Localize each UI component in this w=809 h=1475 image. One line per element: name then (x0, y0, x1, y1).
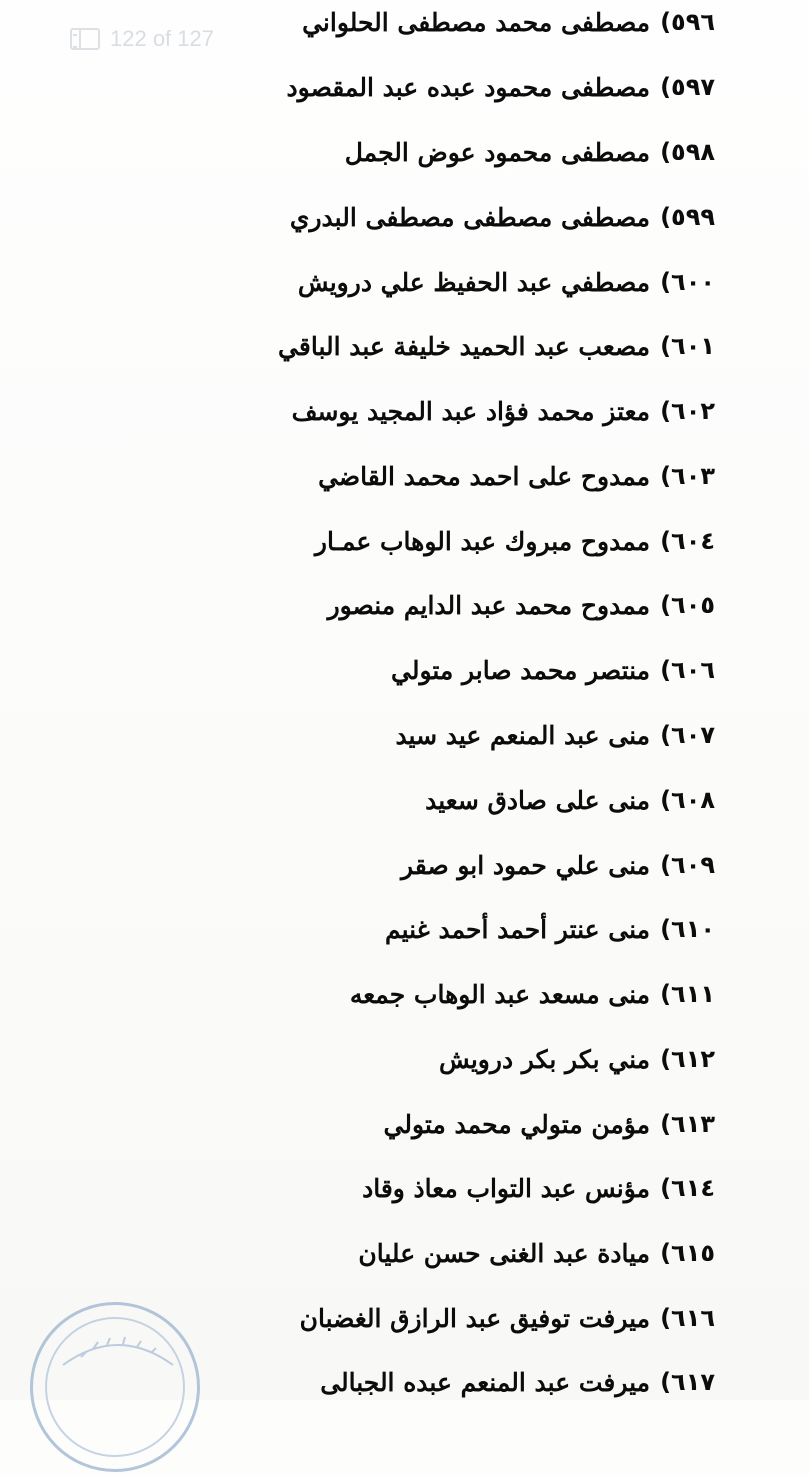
entry-number: ٦١٦) (660, 1304, 715, 1332)
entry-name: ميرفت عبد المنعم عبده الجبالى (320, 1367, 651, 1397)
entry-name: منى عنتر أحمد أحمد غنيم (384, 914, 651, 944)
entry-name: مصطفي عبد الحفيظ علي درويش (297, 267, 651, 297)
entry-name: منى علي حمود ابو صقر (401, 850, 651, 880)
entry-number: ٥٩٨) (660, 138, 715, 166)
entry-name: منى مسعد عبد الوهاب جمعه (349, 979, 651, 1009)
entry-number: ٦١٤) (660, 1174, 715, 1202)
list-item (439, 1039, 715, 1079)
entry-name: ميرفت توفيق عبد الرازق الغضبان (299, 1303, 651, 1333)
list-item (362, 1168, 715, 1208)
entry-number: ٦٠٠) (660, 268, 715, 296)
entry-name: منى عبد المنعم عيد سيد (395, 720, 651, 750)
list-item (385, 909, 715, 949)
list-item (320, 1362, 715, 1402)
entry-name: مصعب عبد الحميد خليفة عبد الباقي (278, 331, 651, 361)
entry-number: ٦١٢) (660, 1045, 715, 1073)
entry-number: ٦٠٢) (660, 397, 715, 425)
entry-number: ٦١٣) (660, 1110, 715, 1138)
entry-number: ٦٠١) (660, 332, 715, 360)
list-item (278, 326, 715, 366)
list-item (384, 1104, 715, 1144)
list-item (318, 456, 715, 496)
entry-number: ٦١٠) (660, 915, 715, 943)
entry-name: ممدوح محمد عبد الدايم منصور (327, 590, 651, 620)
list-item (350, 974, 715, 1014)
entry-name: منتصر محمد صابر متولي (391, 655, 651, 685)
entry-number: ٥٩٩) (660, 203, 715, 231)
list-item (298, 262, 715, 302)
entry-number: ٦٠٦) (660, 656, 715, 684)
entry-name: مؤنس عبد التواب معاذ وقاد (362, 1173, 651, 1203)
entry-number: ٦٠٧) (660, 721, 715, 749)
list-item (345, 132, 715, 172)
entry-number: ٦٠٩) (660, 851, 715, 879)
entry-name: مؤمن متولي محمد متولي (383, 1109, 651, 1139)
entry-name: منى على صادق سعيد (425, 785, 651, 815)
entry-number: ٦١٥) (660, 1239, 715, 1267)
entry-number: ٦٠٥) (660, 591, 715, 619)
list-item (328, 585, 715, 625)
list-item (315, 521, 715, 561)
list-item (425, 780, 715, 820)
list-item (358, 1233, 715, 1273)
official-stamp (30, 1302, 200, 1472)
entry-name: مصطفى محمود عوض الجمل (344, 137, 651, 167)
list-item (391, 650, 715, 690)
page-indicator-text: 122 of 127 (110, 26, 214, 51)
entry-number: ٦٠٤) (660, 527, 715, 555)
list-item (287, 67, 715, 107)
list-item (292, 391, 715, 431)
list-item (395, 715, 715, 755)
entry-number: ٦٠٣) (660, 462, 715, 490)
list-item (401, 845, 715, 885)
list-item (300, 1298, 715, 1338)
entry-number: ٦٠٨) (660, 786, 715, 814)
entry-number: ٥٩٧) (660, 73, 715, 101)
list-item (290, 197, 715, 237)
entry-name: معتز محمد فؤاد عبد المجيد يوسف (291, 396, 651, 426)
entry-name: مصطفى محمود عبده عبد المقصود (286, 72, 651, 102)
sidebar-pages-icon[interactable] (70, 28, 100, 50)
entry-number: ٦١٧) (660, 1368, 715, 1396)
page-indicator[interactable] (58, 22, 226, 56)
entry-number: ٥٩٦) (660, 8, 715, 36)
entry-number: ٦١١) (660, 980, 715, 1008)
list-item (302, 2, 715, 42)
entry-name: مصطفى مصطفى مصطفى البدري (289, 202, 651, 232)
entry-name: ميادة عبد الغنى حسن عليان (358, 1238, 651, 1268)
entry-name: مني بكر بكر درويش (438, 1044, 651, 1074)
entry-name: ممدوح على احمد محمد القاضي (318, 461, 651, 491)
entry-name: مصطفى محمد مصطفى الحلواني (302, 7, 651, 37)
entry-name: ممدوح مبروك عبد الوهاب عمـار (314, 526, 651, 556)
